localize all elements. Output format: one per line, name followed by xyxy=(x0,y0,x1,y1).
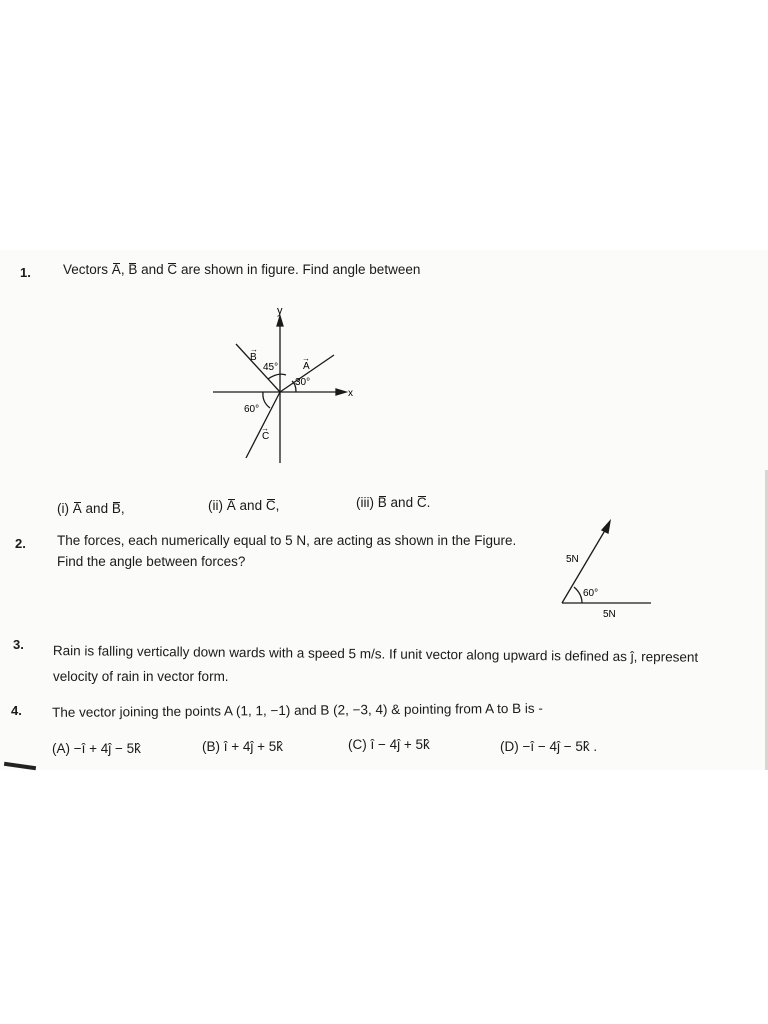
q3-number: 3. xyxy=(13,637,24,652)
q1-vec-a: A xyxy=(111,262,121,277)
part-iii-prefix: (iii) xyxy=(356,495,374,510)
option-c-label: (C) xyxy=(348,737,367,752)
angle-30-label: 30° xyxy=(295,377,311,388)
q4-number: 4. xyxy=(11,703,22,718)
q2-line1: The forces, each numerically equal to 5 N, are acting as shown in the Figure. xyxy=(57,533,517,548)
part-ii-and: and xyxy=(239,498,263,513)
part-iii-and: and xyxy=(390,495,414,510)
q1-word-and: and xyxy=(141,262,164,277)
force-label-top: 5N xyxy=(566,554,579,565)
q4-question: The vector joining the points A (1, 1, −1) and B (2, −3, 4) & pointing from A to B is - xyxy=(52,700,543,720)
q4-option-c xyxy=(348,737,430,753)
option-a-label: (A) xyxy=(52,741,70,756)
label-vector-c-arrow: → xyxy=(261,424,269,433)
q2-number: 2. xyxy=(15,536,26,551)
force-label-bottom: 5N xyxy=(603,609,616,620)
label-vector-b-arrow: → xyxy=(250,345,258,354)
q1-text-rest: are shown in figure. Find angle between xyxy=(180,262,421,277)
part-ii-vec1: A xyxy=(226,498,236,513)
angle-45-label: 45° xyxy=(263,362,279,373)
part-ii-prefix: (ii) xyxy=(208,498,223,513)
q1-vec-c: C xyxy=(167,262,178,277)
part-i-and: and xyxy=(85,501,109,516)
part-i-vec2: B xyxy=(111,501,121,516)
q4-option-a xyxy=(52,741,141,757)
part-iii-end: . xyxy=(426,495,431,510)
q3-line1-a: Rain is falling vertically down wards with a speed 5 m/s. If unit vector along upward is defined as xyxy=(52,643,628,665)
q3-line2: velocity of rain in vector form. xyxy=(53,669,229,684)
option-b-label: (B) xyxy=(202,739,220,754)
part-iii-vec1: B xyxy=(377,495,387,510)
axis-y-label: y xyxy=(277,305,283,317)
option-c-expr: î − 4ĵ + 5k̂ xyxy=(370,737,430,752)
angle-60-label: 60° xyxy=(244,404,260,415)
part-ii-vec2: C xyxy=(265,498,276,513)
part-i-end: , xyxy=(120,501,125,516)
option-b-expr: î + 4ĵ + 5k̂ xyxy=(223,739,284,754)
label-vector-a-arrow: → xyxy=(302,354,310,363)
force-inclined-arrowhead xyxy=(602,521,610,533)
label-vector-b: B xyxy=(250,352,257,363)
q2-line2: Find the angle between forces? xyxy=(57,554,246,569)
force-angle-arc xyxy=(574,587,582,603)
q1-vec-b: B xyxy=(128,262,138,277)
axis-x-label: x xyxy=(348,388,353,399)
part-i-vec1: A xyxy=(72,501,82,516)
part-ii-end: , xyxy=(275,498,280,513)
force-angle-label: 60° xyxy=(583,588,599,599)
q4-option-d xyxy=(500,739,597,755)
q1-comma: , xyxy=(120,262,125,277)
part-i-prefix: (i) xyxy=(57,501,69,516)
label-vector-a: A xyxy=(303,361,310,372)
part-iii-vec2: C xyxy=(416,495,427,510)
q3-unit-j: ĵ xyxy=(630,649,634,665)
q3-line1-b: , represent xyxy=(633,649,699,665)
q1-word-vectors: Vectors xyxy=(63,262,109,277)
option-d-expr: −î − 4ĵ − 5k̂ . xyxy=(522,739,598,754)
option-d-label: (D) xyxy=(500,739,519,754)
label-vector-c: C xyxy=(262,431,270,442)
q4-option-b xyxy=(202,739,283,755)
option-a-expr: −î + 4ĵ − 5k̂ xyxy=(73,741,141,756)
q1-number: 1. xyxy=(20,265,31,280)
